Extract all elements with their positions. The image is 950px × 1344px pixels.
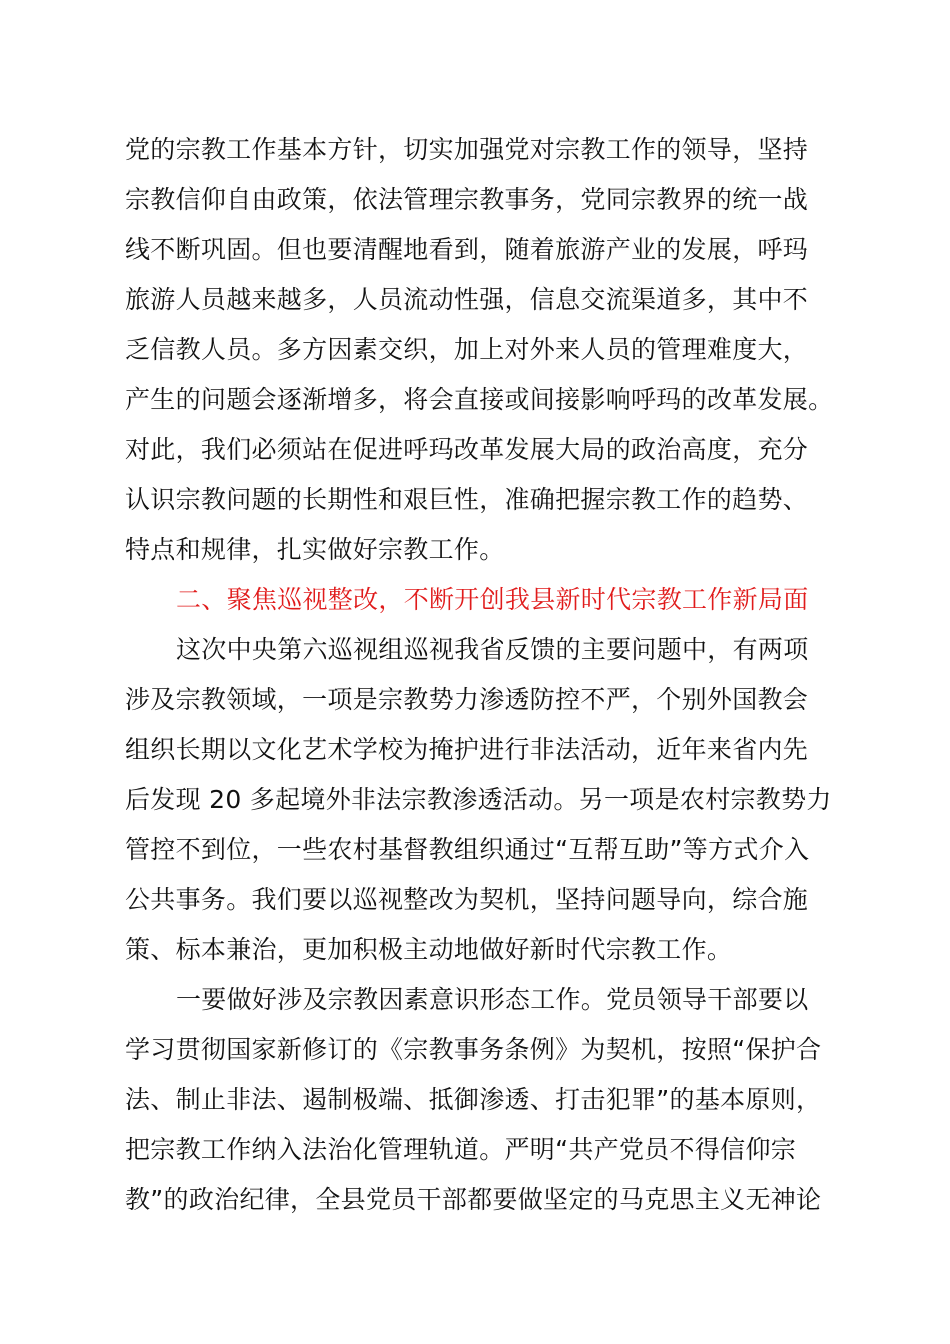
paragraph-2-line-4: 后发现 20 多起境外非法宗教渗透活动。另一项是农村宗教势力 xyxy=(125,785,832,814)
section-heading: 二、聚焦巡视整改，不断开创我县新时代宗教工作新局面 xyxy=(176,585,809,614)
paragraph-1-line-9: 特点和规律，扎实做好宗教工作。 xyxy=(125,535,505,564)
paragraph-2-line-1: 这次中央第六巡视组巡视我省反馈的主要问题中，有两项 xyxy=(176,635,809,664)
paragraph-3-line-4: 把宗教工作纳入法治化管理轨道。严明“共产党员不得信仰宗 xyxy=(125,1135,797,1164)
paragraph-2-line-6: 公共事务。我们要以巡视整改为契机，坚持问题导向，综合施 xyxy=(125,885,809,914)
paragraph-1-line-2: 宗教信仰自由政策，依法管理宗教事务，党同宗教界的统一战 xyxy=(125,185,809,214)
paragraph-1-line-6: 产生的问题会逐渐增多，将会直接或间接影响呼玛的改革发展。 xyxy=(125,385,834,414)
paragraph-2-line-3: 组织长期以文化艺术学校为掩护进行非法活动，近年来省内先 xyxy=(125,735,809,764)
paragraph-1-line-7: 对此，我们必须站在促进呼玛改革发展大局的政治高度，充分 xyxy=(125,435,809,464)
paragraph-3-line-1: 一要做好涉及宗教因素意识形态工作。党员领导干部要以 xyxy=(176,985,809,1014)
paragraph-1-line-8: 认识宗教问题的长期性和艰巨性，准确把握宗教工作的趋势、 xyxy=(125,485,809,514)
paragraph-3-line-3: 法、制止非法、遏制极端、抵御渗透、打击犯罪”的基本原则， xyxy=(125,1085,822,1114)
paragraph-1-line-1: 党的宗教工作基本方针，切实加强党对宗教工作的领导，坚持 xyxy=(125,135,809,164)
paragraph-1-line-4: 旅游人员越来越多，人员流动性强，信息交流渠道多，其中不 xyxy=(125,285,809,314)
paragraph-3-line-2: 学习贯彻国家新修订的《宗教事务条例》为契机，按照“保护合 xyxy=(125,1035,822,1064)
paragraph-2-line-2: 涉及宗教领域，一项是宗教势力渗透防控不严，个别外国教会 xyxy=(125,685,809,714)
paragraph-2-line-7: 策、标本兼治，更加积极主动地做好新时代宗教工作。 xyxy=(125,935,733,964)
paragraph-1-line-3: 线不断巩固。但也要清醒地看到，随着旅游产业的发展，呼玛 xyxy=(125,235,809,264)
paragraph-3-line-5: 教”的政治纪律，全县党员干部都要做坚定的马克思主义无神论 xyxy=(125,1185,822,1214)
paragraph-1-line-5: 乏信教人员。多方因素交织，加上对外来人员的管理难度大， xyxy=(125,335,809,364)
paragraph-2-line-5: 管控不到位，一些农村基督教组织通过“互帮互助”等方式介入 xyxy=(125,835,810,864)
